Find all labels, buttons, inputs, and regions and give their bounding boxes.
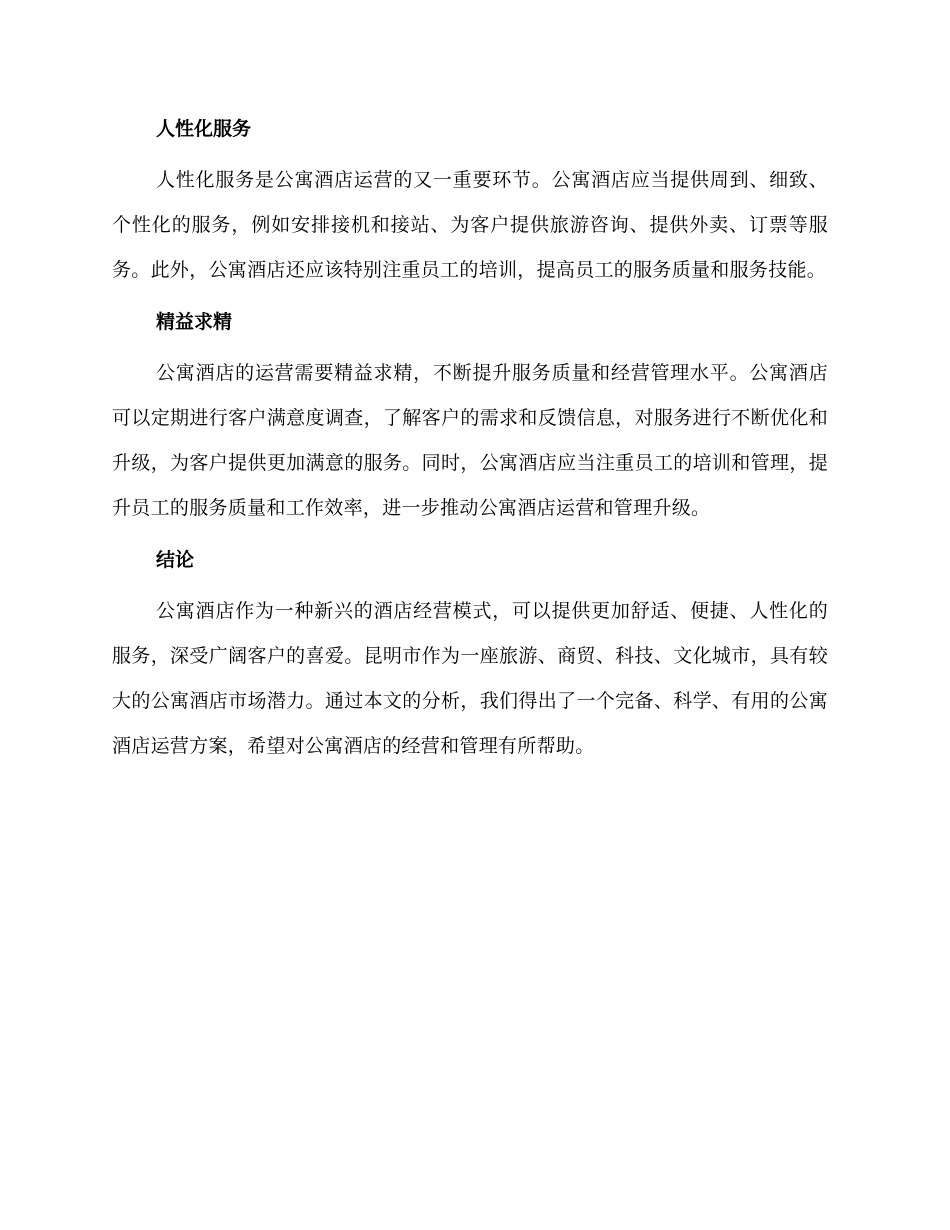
section-heading-continuous-improvement: 精益求精 (156, 311, 233, 333)
section-heading-conclusion: 结论 (156, 549, 195, 571)
paragraph-conclusion: 公寓酒店作为一种新兴的酒店经营模式，可以提供更加舒适、便捷、人性化的服务，深受广阔客户的喜爱。昆明市作为一座旅游、商贸、科技、文化城市，具有较大的公寓酒店市场潜力。通过本文的分析，我们得出了一个完备、科学、有用的公寓酒店运营方案，希望对公寓酒店的经营和管理有所帮助。 (112, 600, 828, 757)
document-body (112, 108, 828, 769)
paragraph-personalized-service: 人性化服务是公寓酒店运营的又一重要环节。公寓酒店应当提供周到、细致、个性化的服务，例如安排接机和接站、为客户提供旅游咨询、提供外卖、订票等服务。此外，公寓酒店还应该特别注重员工的培训，提高员工的服务质量和服务技能。 (112, 169, 828, 281)
paragraph-continuous-improvement: 公寓酒店的运营需要精益求精，不断提升服务质量和经营管理水平。公寓酒店可以定期进行客户满意度调查，了解客户的需求和反馈信息，对服务进行不断优化和升级，为客户提供更加满意的服务。同时，公寓酒店应当注重员工的培训和管理，提升员工的服务质量和工作效率，进一步推动公寓酒店运营和管理升级。 (112, 362, 828, 519)
section-heading-personalized-service: 人性化服务 (156, 118, 252, 140)
